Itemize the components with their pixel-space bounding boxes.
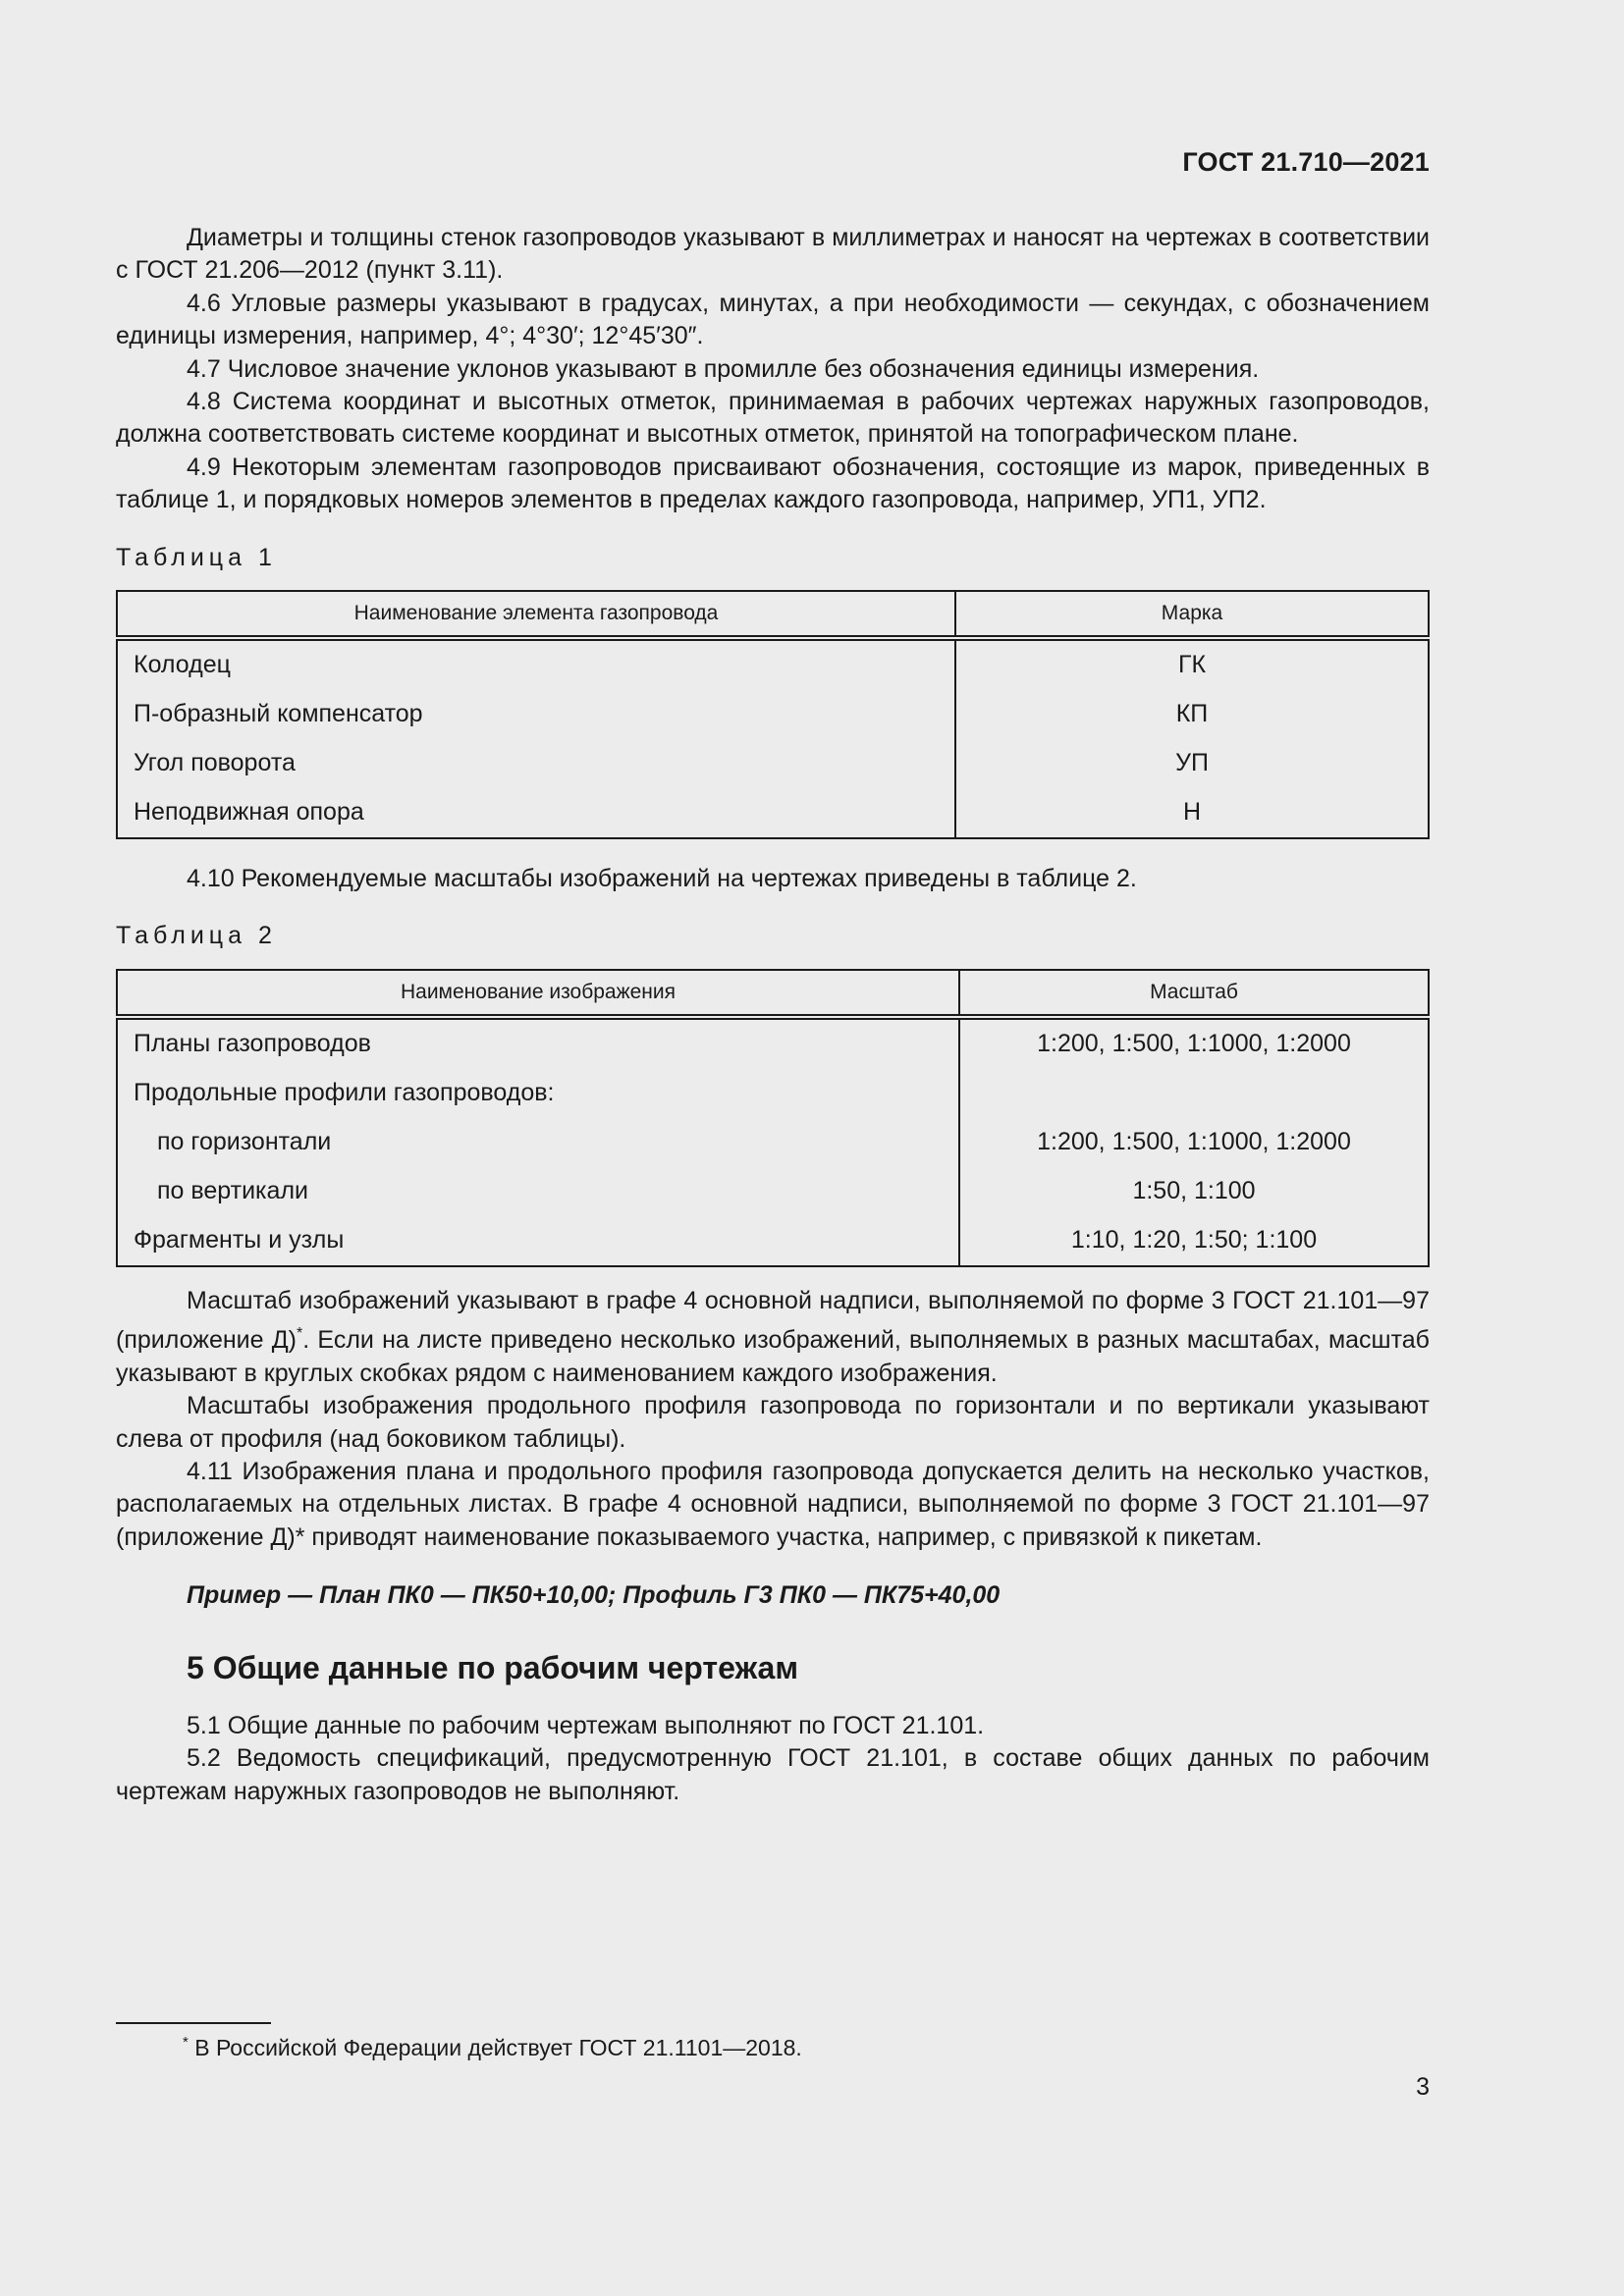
footnote-mark: * — [183, 2034, 189, 2051]
table2-cell-scale: 1:50, 1:100 — [1132, 1177, 1256, 1205]
paragraph-5-2: 5.2 Ведомость спецификаций, предусмотренную ГОСТ 21.101, в составе общих данных по рабочим чертежам наружных газопроводов не выполняют. — [116, 1744, 1430, 1805]
table1-cell-mark: КП — [1175, 700, 1209, 728]
paragraph-scale — [116, 1285, 1430, 1390]
table-row — [117, 690, 1429, 739]
table2-cell-name: Планы газопроводов — [117, 1017, 959, 1069]
table-row — [117, 1069, 1429, 1118]
table2-cell-name: Фрагменты и узлы — [117, 1216, 959, 1266]
page-number: 3 — [1416, 2073, 1430, 2101]
section-5-title: 5 Общие данные по рабочим чертежам — [187, 1649, 799, 1685]
table-row — [117, 1017, 1429, 1069]
table2-header-scale: Масштаб — [959, 970, 1429, 1017]
table1-cell-name: Колодец — [117, 638, 955, 690]
table-1 — [116, 590, 1430, 839]
table2-header-name: Наименование изображения — [117, 970, 959, 1017]
table2-cell-name: по горизонтали — [117, 1118, 959, 1167]
paragraph-5-1: 5.1 Общие данные по рабочим чертежам выполняют по ГОСТ 21.101. — [187, 1711, 985, 1739]
footnote-mark: * — [297, 1325, 303, 1343]
example-line: Пример — План ПК0 — ПК50+10,00; Профиль Г3 ПК0 — ПК75+40,00 — [187, 1581, 1001, 1610]
table2-cell-scale: 1:10, 1:20, 1:50; 1:100 — [1070, 1226, 1318, 1255]
table1-caption: Таблица 1 — [116, 543, 277, 571]
table-row — [117, 1216, 1429, 1266]
table-row — [117, 1118, 1429, 1167]
table1-header-mark: Марка — [955, 591, 1429, 638]
table1-cell-name: Неподвижная опора — [117, 788, 955, 838]
footnote-text: В Российской Федерации действует ГОСТ 21.1101—2018. — [188, 2035, 802, 2060]
page-body — [116, 222, 1430, 1808]
table1-cell-mark: Н — [1182, 798, 1202, 827]
table2-cell-scale: 1:200, 1:500, 1:1000, 1:2000 — [1037, 1030, 1351, 1058]
paragraph-4-10: 4.10 Рекомендуемые масштабы изображений на чертежах приведены в таблице 2. — [187, 865, 1137, 893]
document-code: ГОСТ 21.710—2021 — [1182, 147, 1430, 177]
table1-cell-name: П-образный компенсатор — [117, 690, 955, 739]
paragraph-4-11: 4.11 Изображения плана и продольного профиля газопровода допускается делить на несколько участков, располагаемых на отдельных листах. В графе 4 основной надписи, выполняемой по форме 3 ГОСТ 21.101—97 (приложение Д)* приводят наименование показываемого участка, например, с привязкой к пикетам. — [116, 1457, 1430, 1551]
table1-cell-mark: УП — [1175, 749, 1209, 777]
paragraph-4-8: 4.8 Система координат и высотных отметок, принимаемая в рабочих чертежах наружных газопроводов, должна соответствовать системе координат и высотных отметок, принятой на топографическом плане. — [116, 388, 1430, 449]
table2-cell-scale: 1:200, 1:500, 1:1000, 1:2000 — [1037, 1128, 1351, 1156]
table-2 — [116, 969, 1430, 1267]
table1-cell-name: Угол поворота — [117, 739, 955, 788]
table1-cell-mark: ГК — [1177, 651, 1207, 679]
table2-cell-scale — [959, 1069, 1429, 1118]
paragraph-4-6: 4.6 Угловые размеры указывают в градусах, минутах, а при необходимости — секундах, с обозначением единицы измерения, например, 4°; 4°30′; 12°45′30″. — [116, 289, 1430, 350]
paragraph-scale-part1: Масштаб изображений указывают в графе 4 основной надписи, выполняемой по форме 3 ГОСТ 21.101—97 (приложение Д) — [116, 1286, 1430, 1355]
table-row — [117, 739, 1429, 788]
table2-cell-name: Продольные профили газопроводов: — [117, 1069, 959, 1118]
table-row — [117, 788, 1429, 838]
paragraph-scale-part2: . Если на листе приведено несколько изображений, выполняемых в разных масштабах, масштаб указывают в круглых скобках рядом с наименованием каждого изображения. — [116, 1326, 1430, 1387]
footnote — [183, 2034, 802, 2061]
table2-cell-name: по вертикали — [117, 1167, 959, 1216]
table-row — [117, 1167, 1429, 1216]
table1-header-name: Наименование элемента газопровода — [117, 591, 955, 638]
paragraph-4-7: 4.7 Числовое значение уклонов указывают в промилле без обозначения единицы измерения. — [187, 354, 1260, 383]
table2-caption: Таблица 2 — [116, 922, 277, 950]
paragraph-4-9: 4.9 Некоторым элементам газопроводов присваивают обозначения, состоящие из марок, приведенных в таблице 1, и порядковых номеров элементов в пределах каждого газопровода, например, УП1, УП2. — [116, 453, 1430, 514]
paragraph: Диаметры и толщины стенок газопроводов указывают в миллиметрах и наносят на чертежах в соответствии с ГОСТ 21.206—2012 (пункт 3.11). — [116, 224, 1430, 285]
table-row — [117, 638, 1429, 690]
paragraph-profile: Масштабы изображения продольного профиля газопровода по горизонтали и по вертикали указывают слева от профиля (над боковиком таблицы). — [116, 1392, 1430, 1453]
footnote-separator — [116, 2022, 271, 2024]
